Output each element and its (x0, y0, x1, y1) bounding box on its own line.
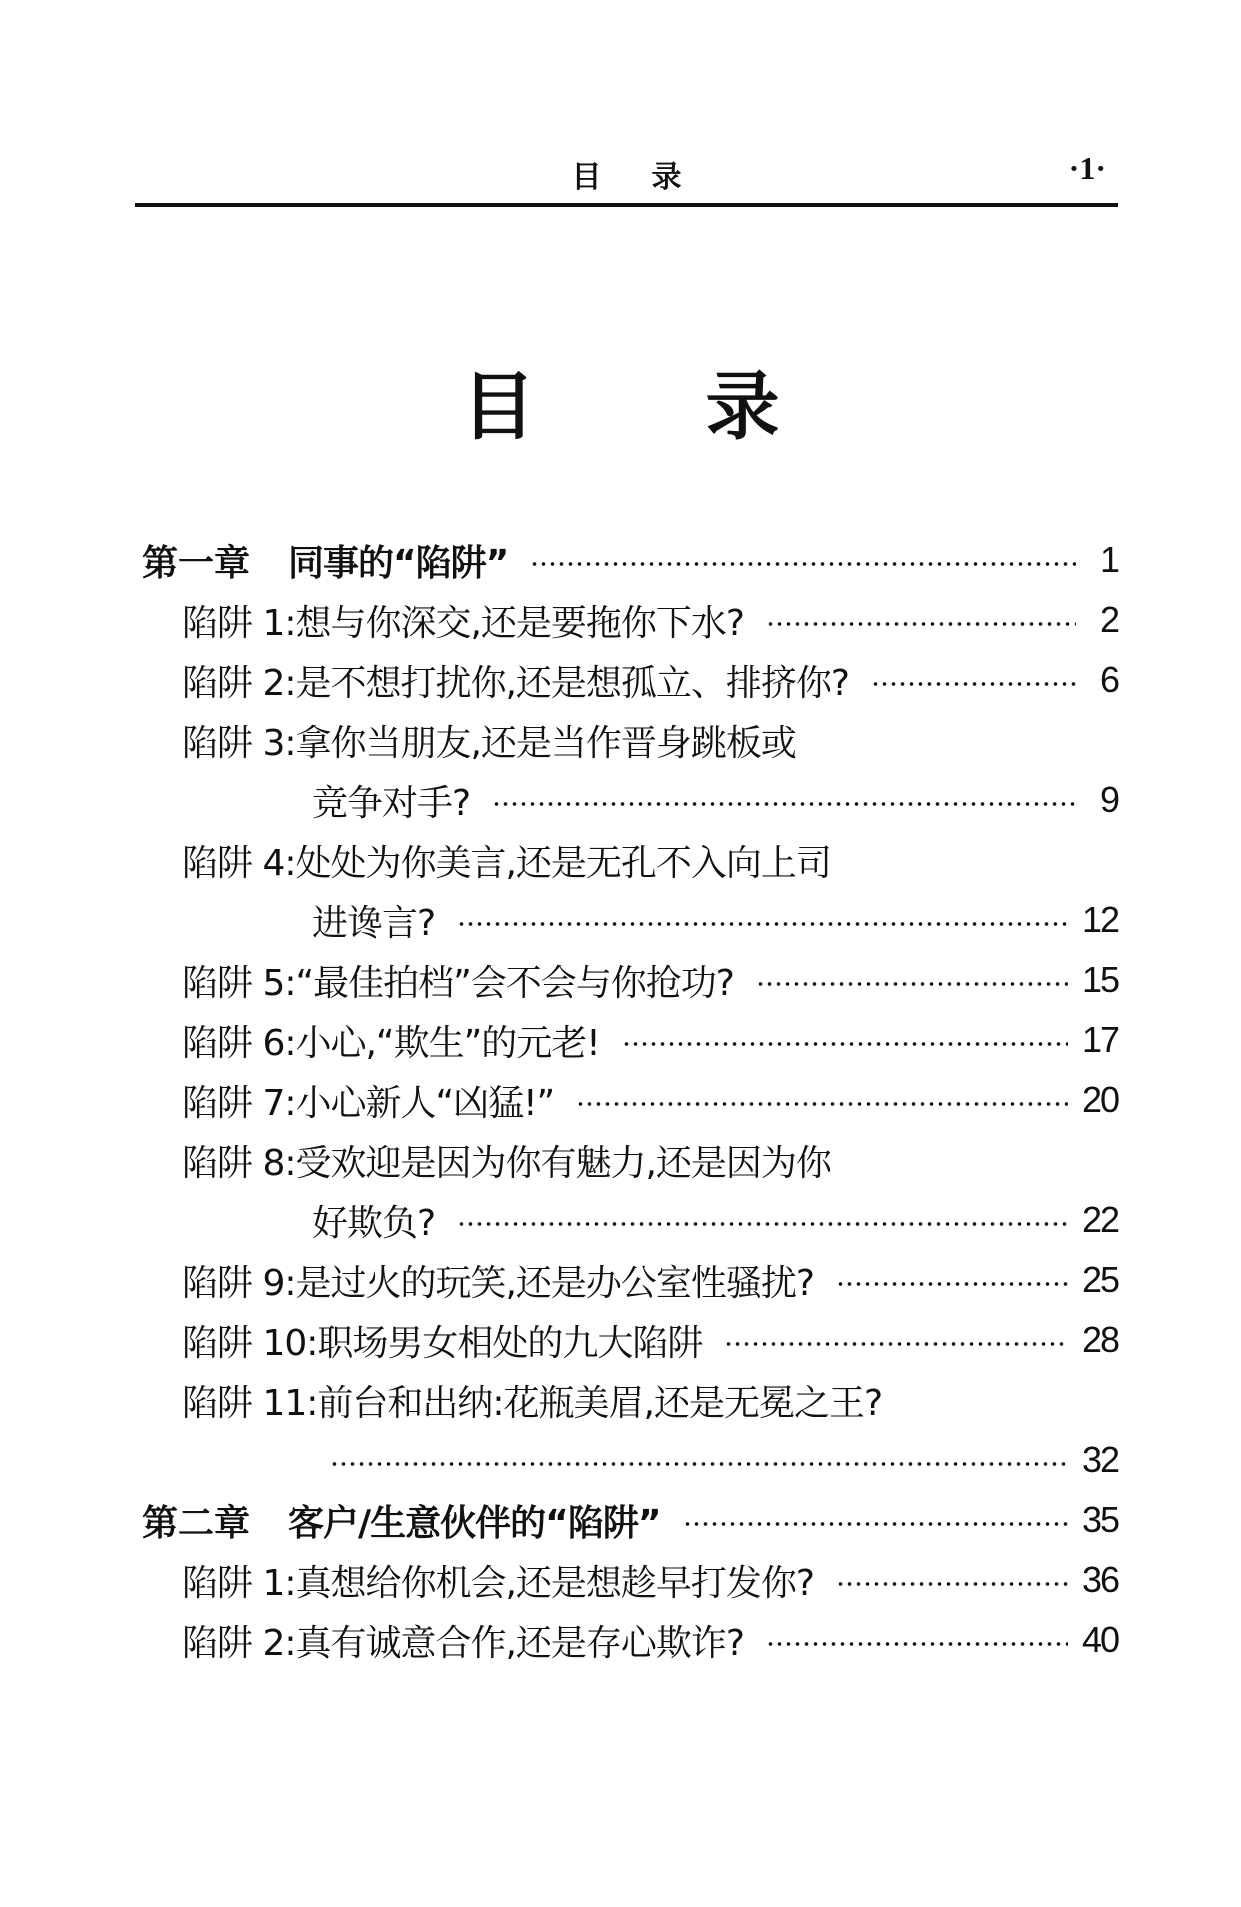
entry-title-continuation: 好欺负? (312, 1202, 436, 1244)
table-of-contents (0, 530, 1241, 1670)
page-number: 20 (1081, 1079, 1118, 1120)
toc-chapter-2[interactable] (0, 1490, 1241, 1550)
chapter-title: 客户/生意伙伴的“陷阱” (288, 1502, 661, 1544)
entry-title-continuation: 竞争对手? (312, 782, 471, 824)
page-number: 9 (1099, 779, 1118, 820)
toc-entry-continuation[interactable] (0, 890, 1241, 950)
toc-entry[interactable] (0, 590, 1241, 650)
dot-leader (492, 801, 1076, 807)
page-number: 2 (1099, 599, 1118, 640)
page-number: 22 (1081, 1199, 1118, 1240)
dot-leader (457, 921, 1068, 927)
entry-title: 陷阱 5:“最佳拍档”会不会与你抢功? (182, 962, 734, 1004)
dot-leader (766, 1641, 1068, 1647)
running-header (135, 148, 1118, 195)
running-page-number: ·1· (1068, 150, 1106, 186)
page-title (0, 348, 1241, 454)
page-title-char-2: 录 (705, 364, 780, 450)
entry-title: 陷阱 1:想与你深交,还是要拖你下水? (182, 602, 745, 644)
entry-title: 陷阱 11:前台和出纳:花瓶美眉,还是无冕之王? (182, 1382, 883, 1424)
dot-leader (457, 1221, 1068, 1227)
dot-leader (724, 1341, 1068, 1347)
toc-entry[interactable] (0, 650, 1241, 710)
toc-entry[interactable] (0, 1310, 1241, 1370)
page-title-char-1: 目 (461, 364, 536, 450)
toc-entry-continuation[interactable] (0, 770, 1241, 830)
entry-title: 陷阱 7:小心新人“凶猛!” (182, 1082, 555, 1124)
page-number: 35 (1081, 1499, 1118, 1540)
toc-entry[interactable] (0, 950, 1241, 1010)
page-number: 6 (1099, 659, 1118, 700)
entry-title: 陷阱 10:职场男女相处的九大陷阱 (182, 1322, 703, 1364)
chapter-number: 第一章 (142, 542, 251, 584)
entry-title: 陷阱 3:拿你当朋友,还是当作晋身跳板或 (182, 722, 796, 764)
entry-title-continuation: 进谗言? (312, 902, 436, 944)
page-number: 32 (1081, 1439, 1118, 1480)
page-number: 15 (1081, 959, 1118, 1000)
toc-entry-continuation[interactable] (0, 1430, 1241, 1490)
entry-title: 陷阱 1:真想给你机会,还是想趁早打发你? (182, 1562, 815, 1604)
toc-entry[interactable] (0, 1250, 1241, 1310)
page-number: 17 (1081, 1019, 1118, 1060)
toc-entry[interactable] (0, 1070, 1241, 1130)
page-number: 28 (1081, 1319, 1118, 1360)
header-rule-divider (135, 203, 1118, 207)
dot-leader (622, 1041, 1068, 1047)
entry-title: 陷阱 4:处处为你美言,还是无孔不入向上司 (182, 842, 831, 884)
dot-leader (576, 1101, 1068, 1107)
dot-leader (836, 1581, 1068, 1587)
dot-leader (766, 621, 1076, 627)
page-number: 40 (1081, 1619, 1118, 1660)
entry-title: 陷阱 8:受欢迎是因为你有魅力,还是因为你 (182, 1142, 831, 1184)
toc-entry[interactable] (0, 1010, 1241, 1070)
toc-entry[interactable] (0, 710, 1241, 770)
dot-leader (683, 1521, 1068, 1527)
page-number: 1 (1099, 539, 1118, 580)
entry-title: 陷阱 2:是不想打扰你,还是想孤立、排挤你? (182, 662, 850, 704)
chapter-number: 第二章 (142, 1502, 251, 1544)
toc-entry[interactable] (0, 1610, 1241, 1670)
entry-title: 陷阱 2:真有诚意合作,还是存心欺诈? (182, 1622, 745, 1664)
toc-entry[interactable] (0, 830, 1241, 890)
toc-entry[interactable] (0, 1130, 1241, 1190)
dot-leader (330, 1461, 1068, 1467)
entry-title: 陷阱 6:小心,“欺生”的元老! (182, 1022, 600, 1064)
entry-title: 陷阱 9:是过火的玩笑,还是办公室性骚扰? (182, 1262, 815, 1304)
dot-leader (836, 1281, 1068, 1287)
dot-leader (756, 981, 1068, 987)
page-number: 25 (1081, 1259, 1118, 1300)
toc-entry[interactable] (0, 1550, 1241, 1610)
page-number: 12 (1081, 899, 1118, 940)
dot-leader (871, 681, 1076, 687)
chapter-title: 同事的“陷阱” (288, 542, 509, 584)
toc-entry[interactable] (0, 1370, 1241, 1430)
page-number: 36 (1081, 1559, 1118, 1600)
toc-entry-continuation[interactable] (0, 1190, 1241, 1250)
toc-chapter-1[interactable] (0, 530, 1241, 590)
dot-leader (530, 561, 1076, 567)
running-header-title: 目录 (571, 160, 732, 195)
